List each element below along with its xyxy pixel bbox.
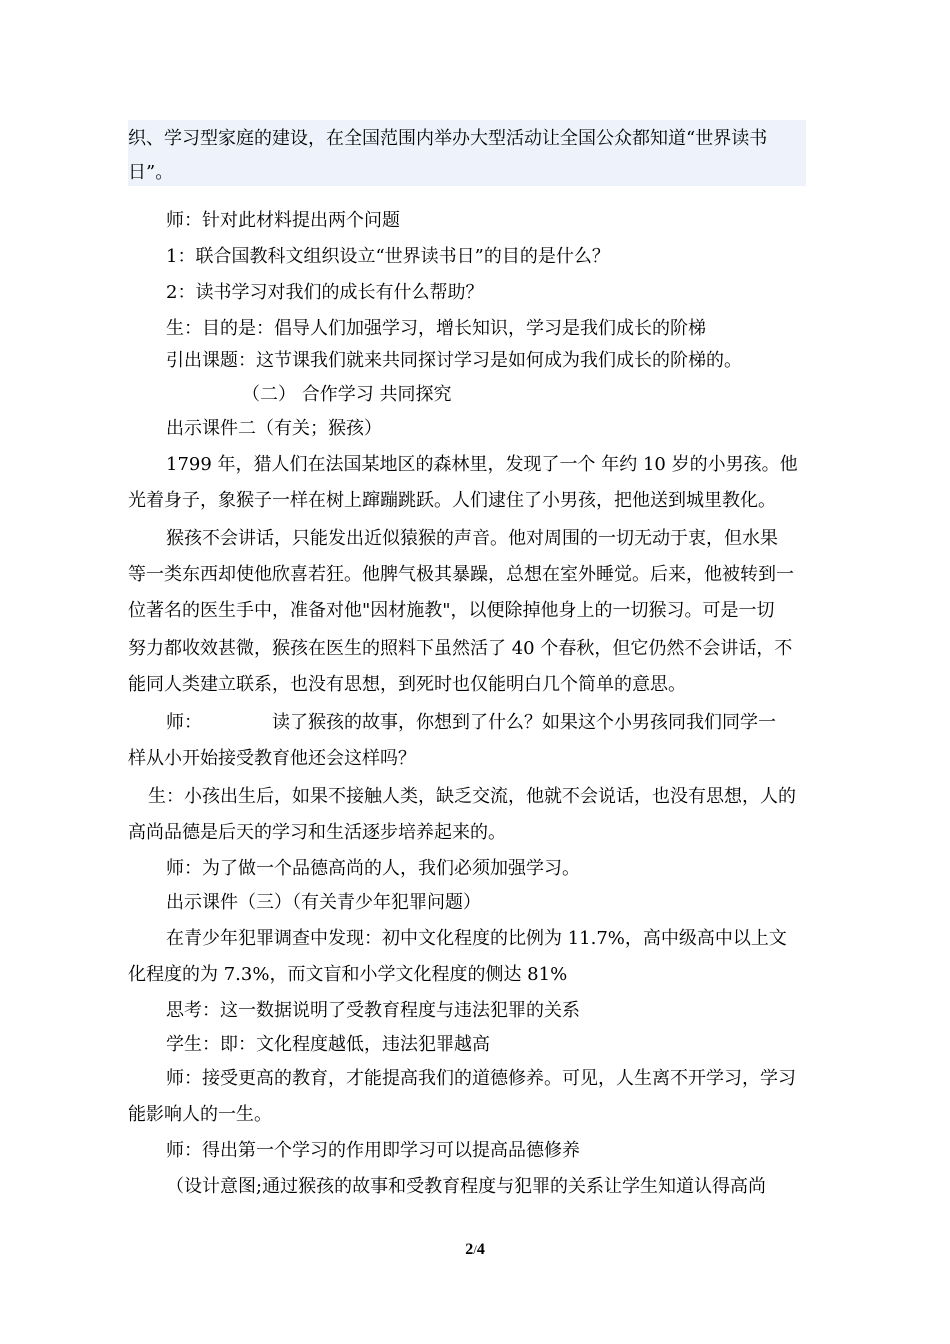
teacher-question-story-prefix: 师： — [166, 712, 202, 733]
question-1: 1：联合国教科文组织设立“世界读书日”的目的是什么？ — [166, 246, 610, 267]
student-answer-2-line-2: 高尚品德是后天的学习和生活逐步培养起来的。 — [128, 822, 506, 843]
lesson-intro: 引出课题：这节课我们就来共同探讨学习是如何成为我们成长的阶梯的。 — [166, 350, 742, 371]
teacher-question-story-line-2: 样从小开始接受教育他还会这样吗？ — [128, 748, 416, 769]
story-paragraph-1-line-2: 光着身子，象猴子一样在树上蹿蹦跳跃。人们逮住了小男孩，把他送到城里教化。 — [128, 490, 776, 511]
crime-data-line-2: 化程度的为 7.3%，而文盲和小学文化程度的侧达 81% — [128, 964, 568, 985]
question-2: 2：读书学习对我们的成长有什么帮助？ — [166, 282, 484, 303]
teacher-questions-intro: 师：针对此材料提出两个问题 — [166, 210, 400, 231]
teacher-conclusion-2-line-2: 能影响人的一生。 — [128, 1104, 272, 1125]
intro-line-2: 日”。 — [128, 162, 174, 183]
student-answer-3: 学生：即：文化程度越低，违法犯罪越高 — [166, 1034, 490, 1055]
student-answer-2-line-1: 生：小孩出生后，如果不接触人类，缺乏交流，他就不会说话，也没有思想，人的 — [148, 786, 796, 807]
page-number — [0, 1241, 950, 1259]
courseware-3-title: 出示课件（三）（有关青少年犯罪问题） — [166, 892, 481, 913]
student-answer-1: 生：目的是：倡导人们加强学习，增长知识，学习是我们成长的阶梯 — [166, 318, 706, 339]
teacher-question-story-line-1: 读了猴孩的故事，你想到了什么？如果这个小男孩同我们同学一 — [272, 712, 776, 733]
story-paragraph-2-line-3: 位著名的医生手中，准备对他"因材施教"，以便除掉他身上的一切猴习。可是一切 — [128, 600, 775, 621]
page-separator: / — [473, 1242, 477, 1257]
story-paragraph-2-line-2: 等一类东西却使他欣喜若狂。他脾气极其暴躁，总想在室外睡觉。后来，他被转到一 — [128, 564, 794, 585]
story-paragraph-2-line-5: 能同人类建立联系，也没有思想，到死时也仅能明白几个简单的意思。 — [128, 674, 686, 695]
teacher-conclusion-3: 师：得出第一个学习的作用即学习可以提高品德修养 — [166, 1140, 580, 1161]
intro-line-1: 织、学习型家庭的建设，在全国范围内举办大型活动让全国公众都知道“世界读书 — [128, 128, 768, 149]
teacher-conclusion-2-line-1: 师：接受更高的教育，才能提高我们的道德修养。可见，人生离不开学习，学习 — [166, 1068, 796, 1089]
design-intent: （设计意图;通过猴孩的故事和受教育程度与犯罪的关系让学生知道认得高尚 — [166, 1176, 767, 1197]
think-prompt: 思考：这一数据说明了受教育程度与违法犯罪的关系 — [166, 1000, 580, 1021]
story-paragraph-2-line-1: 猴孩不会讲话，只能发出近似猿猴的声音。他对周围的一切无动于衷，但水果 — [166, 528, 778, 549]
story-paragraph-2-line-4: 努力都收效甚微，猴孩在医生的照料下虽然活了 40 个春秋，但它仍然不会讲话，不 — [128, 638, 793, 659]
total-pages-number: 4 — [476, 1241, 485, 1258]
crime-data-line-1: 在青少年犯罪调查中发现：初中文化程度的比例为 11.7%，高中级高中以上文 — [166, 928, 787, 949]
story-paragraph-1-line-1: 1799 年，猎人们在法国某地区的森林里，发现了一个 年约 10 岁的小男孩。他 — [166, 454, 798, 475]
teacher-conclusion-1: 师：为了做一个品德高尚的人，我们必须加强学习。 — [166, 858, 580, 879]
section-heading: （二） 合作学习 共同探究 — [242, 384, 452, 405]
courseware-2-title: 出示课件二（有关；猴孩） — [166, 418, 382, 439]
current-page-number: 2 — [465, 1241, 474, 1258]
